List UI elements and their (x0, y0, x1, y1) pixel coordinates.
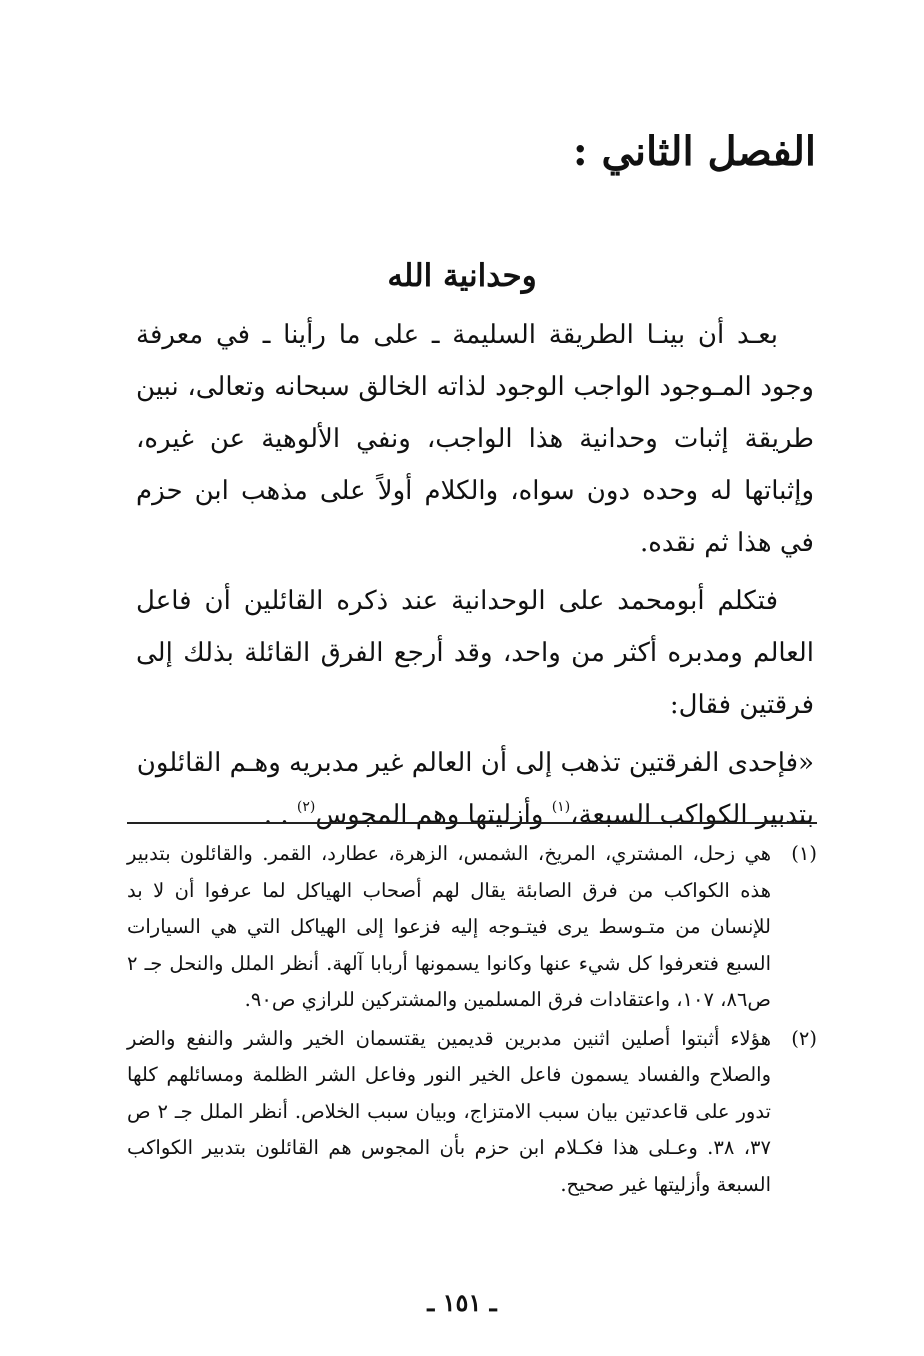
chapter-title: الفصل الثاني : (572, 128, 816, 175)
paragraph-1: بعـد أن بينـا الطريقة السليمة ـ على ما رأينا ـ في معرفة وجود المـوجود الواجب الوجود لذاته الخالق سبحانه وتعالى، نبين طريقة إثبات وحدانية هذا الواجب، ونفي الألوهية عن غيره، وإثباتها له وحده دون سواه، والكلام أولاً على مذهب ابن حزم في هذا ثم نقده. (136, 320, 814, 558)
footnote-text: هؤلاء أثبتوا أصلين اثنين مدبرين قديمين يقتسمان الخير والشر والنفع والضر والصلاح والفساد يسمون فاعل الخير النور وفاعل الشر الظلمة ومسائلهم كلها تدور على قاعدتين بيان سبب الامتزاج، وبيان سبب الخلاص. أنظر الملل جـ ٢ ص ٣٧، ٣٨. وعـلى هذا فكـلام ابن حزم بأن المجوس هم القائلون بتدبير الكواكب السبعة وأزليتها غير صحيح. (127, 1026, 771, 1196)
paragraph-2: فتكلم أبومحمد على الوحدانية عند ذكره القائلين أن فاعل العالم ومدبره أكثر من واحد، وقد أرجع الفرق القائلة بذلك إلى فرقتين فقال: (136, 586, 814, 720)
main-text (136, 309, 814, 847)
quote-text-part-2: وأزليتها وهم المجوس (315, 800, 552, 830)
quote-paragraph (136, 737, 814, 841)
page-number: ـ ١٥١ ـ (427, 1288, 497, 1317)
footnotes (127, 836, 817, 1205)
footnote-number: (٢) (791, 1026, 817, 1050)
footnote-text: هي زحل، المشتري، المريخ، الشمس، الزهرة، عطارد، القمر. والقائلون بتدبير هذه الكواكب من فرق الصابئة يقال لهم أصحاب الهياكل لما عرفوا أن لا بد للإنسان من متـوسط يرى فيتـوجه إليه فزعوا إلى الهياكل التي هي السيارات السبع فتعرفوا كل شيء عنها وكانوا يسمونها أربابا آلهة. أنظر الملل والنحل جـ ٢ ص٨٦، ١٠٧، واعتقادات فرق المسلمين والمشتركين للرازي ص٩٠. (127, 842, 771, 1011)
quote-text-part-1: «فإحدى الفرقتين تذهب إلى أن العالم غير مدبريه وهـم القائلون بتدبير الكواكب السبعة، (136, 748, 814, 830)
footnote-divider (127, 822, 817, 824)
quote-text-part-3: . . (263, 800, 289, 830)
footnote-ref-1[interactable]: (١) (551, 799, 571, 815)
footnote-ref-2[interactable]: (٢) (296, 799, 316, 815)
footnote-1 (127, 836, 817, 1019)
footnote-number: (١) (791, 842, 817, 865)
footnote-2 (127, 1021, 817, 1204)
section-title: وحدانية الله (387, 258, 537, 294)
